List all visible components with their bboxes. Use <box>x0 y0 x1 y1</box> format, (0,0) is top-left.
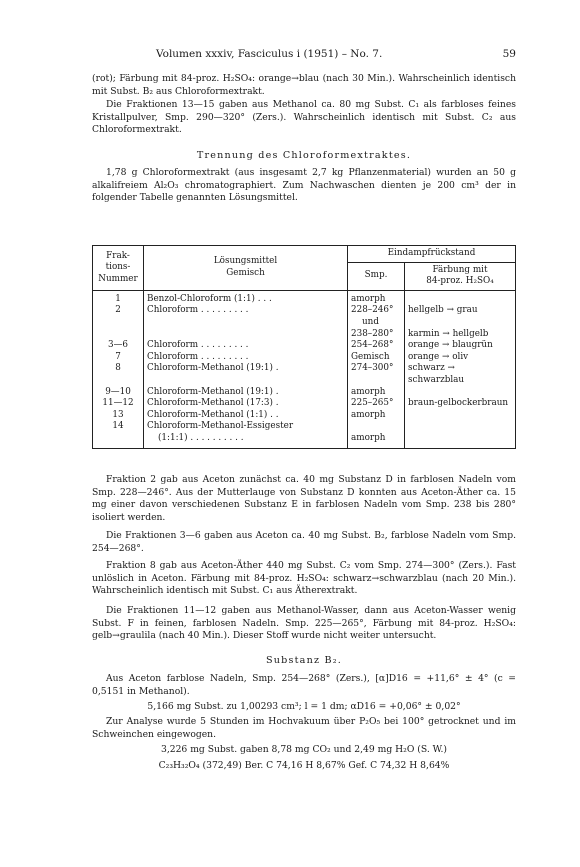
cell-solvent: Chloroform-Methanol (1:1) . . <box>144 410 348 422</box>
paragraph-b2-rotation: 5,166 mg Subst. zu 1,00293 cm³; l = 1 dm; αD16 = +0,06° ± 0,02° <box>147 701 461 712</box>
cell-solvent: Chloroform . . . . . . . . . <box>144 305 348 317</box>
cell-color: schwarz → schwarzblau <box>405 363 516 386</box>
cell-solvent: Chloroform-Methanol-Essigester <box>144 421 348 433</box>
paragraph-section1: 1,78 g Chloroformextrakt (aus insgesamt 2,7 kg Pflanzenmaterial) wurden an 50 g alkalifreiem Al₂O₃ chromatographiert. Zum Nachwaschen dienten je 200 cm³ der in folgender Tabelle genannten Lösungsmittel. <box>92 167 516 204</box>
cell-mp <box>348 421 405 433</box>
cell-mp: amorph <box>348 290 405 305</box>
table-row <box>93 340 516 352</box>
col-header-residue: Eindampfrückstand <box>348 246 516 263</box>
cell-solvent: (1:1:1) . . . . . . . . . . <box>144 433 348 448</box>
cell-solvent: Chloroform-Methanol (19:1) . <box>144 387 348 399</box>
cell-mp: 225–265° <box>348 398 405 410</box>
cell-mp: amorph <box>348 387 405 399</box>
cell-color <box>405 290 516 305</box>
table-row <box>93 410 516 422</box>
fraction-table <box>92 245 516 449</box>
cell-mp: 254–268° <box>348 340 405 352</box>
journal-title: Volumen xxxiv, Fasciculus i (1951) – No. 7. <box>156 48 383 60</box>
cell-fraction: 14 <box>93 421 144 433</box>
cell-fraction: 1 <box>93 290 144 305</box>
paragraph-fractions-11-12: Die Fraktionen 11—12 gaben aus Methanol-Wasser, dann aus Aceton-Wasser wenig Subst. F in feinen, farblosen Nadeln. Smp. 225—265°, Färbung mit 84-proz. H₂SO₄: gelb→graulila (nach 40 Min.). Dieser Stoff wurde nicht weiter untersucht. <box>92 605 516 642</box>
cell-solvent: Chloroform-Methanol (17:3) . <box>144 398 348 410</box>
cell-mp: amorph <box>348 433 405 448</box>
cell-mp: Gemisch <box>348 352 405 364</box>
paragraph-b2-analysis: Zur Analyse wurde 5 Stunden im Hochvakuum über P₂O₅ bei 100° getrocknet und im Schweinchen eingewogen. <box>92 716 516 740</box>
section-heading-chloroform: Trennung des Chloroformextraktes. <box>196 150 412 161</box>
table-row <box>93 317 516 329</box>
col-header-color: Färbung mit 84-proz. H₂SO₄ <box>405 262 516 290</box>
paragraph-fraction-2: Fraktion 2 gab aus Aceton zunächst ca. 40 mg Substanz D in farblosen Nadeln vom Smp. 228—246°. Aus der Mutterlauge von Substanz D konnten aus Aceton-Äther ca. 15 mg einer davon verschiedenen Substanz E in farblosen Nadeln vom Smp. 238 bis 280° isoliert werden. <box>92 474 516 523</box>
paragraph-intro-1: (rot); Färbung mit 84-proz. H₂SO₄: orange→blau (nach 30 Min.). Wahrscheinlich identisch mit Subst. B₂ aus Chloroformextrakt. <box>92 73 516 97</box>
cell-fraction: 13 <box>93 410 144 422</box>
paragraph-b2-description: Aus Aceton farblose Nadeln, Smp. 254—268° (Zers.), [α]D16 = +11,6° ± 4° (c = 0,5151 in Methanol). <box>92 673 516 697</box>
cell-fraction <box>93 329 144 341</box>
paragraph-b2-combustion: 3,226 mg Subst. gaben 8,78 mg CO₂ und 2,49 mg H₂O (S. W.) <box>160 744 448 755</box>
cell-solvent: Chloroform . . . . . . . . . <box>144 352 348 364</box>
cell-color <box>405 317 516 329</box>
cell-mp: und <box>348 317 405 329</box>
paragraph-fraction-8: Fraktion 8 gab aus Aceton-Äther 440 mg Subst. C₂ vom Smp. 274—300° (Zers.). Fast unlöslich in Aceton. Färbung mit 84-proz. H₂SO₄: schwarz→schwarzblau (nach 20 Min.). Wahrscheinlich identisch mit Subst. C₁ aus Ätherextrakt. <box>92 560 516 597</box>
table-row <box>93 433 516 448</box>
cell-fraction <box>93 433 144 448</box>
paragraph-intro-2: Die Fraktionen 13—15 gaben aus Methanol ca. 80 mg Subst. C₁ als farbloses feines Kristallpulver, Smp. 290—320° (Zers.). Wahrscheinlich identisch mit Subst. C₂ aus Chloroformextrakt. <box>92 99 516 136</box>
cell-fraction: 9—10 <box>93 387 144 399</box>
cell-mp: 238–280° <box>348 329 405 341</box>
cell-mp: 274–300° <box>348 363 405 386</box>
cell-fraction: 11—12 <box>93 398 144 410</box>
cell-fraction: 8 <box>93 363 144 386</box>
paragraph-b2-formula: C₂₃H₃₂O₄ (372,49) Ber. C 74,16 H 8,67% Gef. C 74,32 H 8,64% <box>158 760 450 771</box>
cell-color: hellgelb → grau <box>405 305 516 317</box>
cell-fraction <box>93 317 144 329</box>
cell-color: orange → blaugrün <box>405 340 516 352</box>
cell-solvent <box>144 329 348 341</box>
page-number: 59 <box>502 48 516 60</box>
col-header-solvent: Lösungsmittel Gemisch <box>144 246 348 291</box>
cell-mp: amorph <box>348 410 405 422</box>
table-row <box>93 387 516 399</box>
table-row <box>93 305 516 317</box>
col-header-mp: Smp. <box>348 262 405 290</box>
cell-solvent: Chloroform . . . . . . . . . <box>144 340 348 352</box>
cell-color <box>405 387 516 399</box>
cell-fraction: 2 <box>93 305 144 317</box>
col-header-fraction: Frak- tions- Nummer <box>93 246 144 291</box>
section-heading-substanz-b2: Substanz B₂. <box>265 655 343 666</box>
table-row <box>93 352 516 364</box>
table-row <box>93 290 516 305</box>
cell-solvent: Chloroform-Methanol (19:1) . <box>144 363 348 386</box>
cell-fraction: 7 <box>93 352 144 364</box>
cell-color <box>405 410 516 422</box>
cell-color <box>405 421 516 433</box>
table-row <box>93 363 516 386</box>
cell-color: karmin → hellgelb <box>405 329 516 341</box>
cell-mp: 228–246° <box>348 305 405 317</box>
cell-color <box>405 433 516 448</box>
paragraph-fractions-3-6: Die Fraktionen 3—6 gaben aus Aceton ca. 40 mg Subst. B₂, farblose Nadeln vom Smp. 254—268°. <box>92 530 516 554</box>
table-row <box>93 329 516 341</box>
table-row <box>93 421 516 433</box>
cell-solvent: Benzol-Chloroform (1:1) . . . <box>144 290 348 305</box>
table-row <box>93 398 516 410</box>
cell-solvent <box>144 317 348 329</box>
cell-color: orange → oliv <box>405 352 516 364</box>
cell-fraction: 3—6 <box>93 340 144 352</box>
cell-color: braun-gelbockerbraun <box>405 398 516 410</box>
